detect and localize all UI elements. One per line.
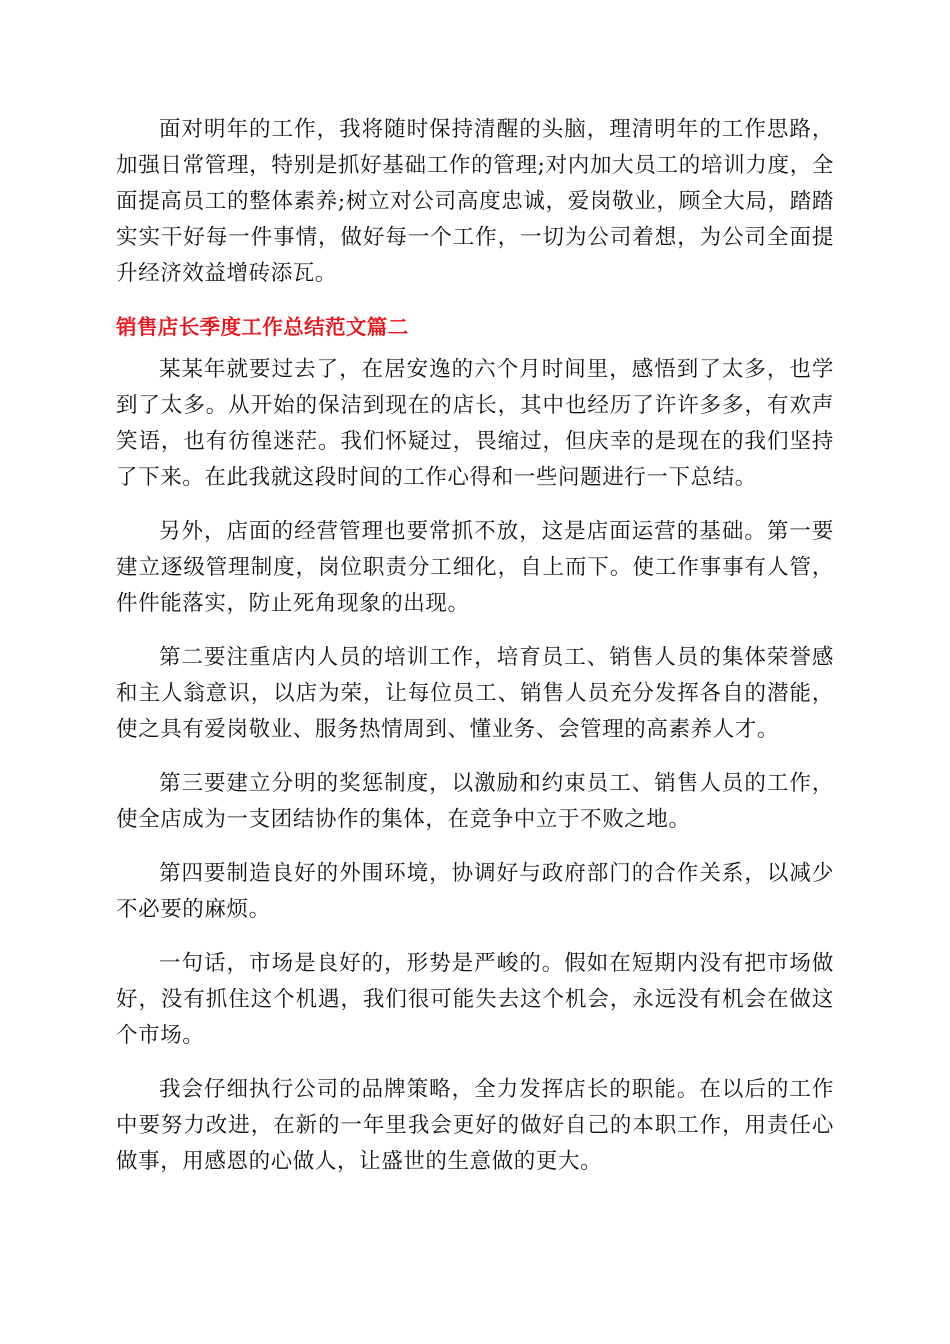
paragraph-management: 另外，店面的经营管理也要常抓不放，这是店面运营的基础。第一要建立逐级管理制度，岗位职责分工细化，自上而下。使工作事事有人管，件件能落实，防止死角现象的出现。 [116, 519, 834, 616]
paragraph-reward-system: 第三要建立分明的奖惩制度，以激励和约束员工、销售人员的工作，使全店成为一支团结协作的集体，在竞争中立于不败之地。 [116, 771, 834, 832]
paragraph-market: 一句话，市场是良好的，形势是严峻的。假如在短期内没有把市场做好，没有抓住这个机遇，我们很可能失去这个机会，永远没有机会在做这个市场。 [116, 951, 834, 1048]
paragraph-next-year-plan: 面对明年的工作，我将随时保持清醒的头脑，理清明年的工作思路，加强日常管理，特别是抓好基础工作的管理;对内加大员工的培训力度，全面提高员工的整体素养;树立对公司高度忠诚，爱岗敬业，顾全大局，踏踏实实干好每一件事情，做好每一个工作，一切为公司着想，为公司全面提升经济效益增砖添瓦。 [116, 117, 834, 286]
paragraph-environment: 第四要制造良好的外围环境，协调好与政府部门的合作关系，以减少不必要的麻烦。 [116, 861, 834, 922]
paragraph-conclusion: 我会仔细执行公司的品牌策略，全力发挥店长的职能。在以后的工作中要努力改进，在新的一年里我会更好的做好自己的本职工作，用责任心做事，用感恩的心做人，让盛世的生意做的更大。 [116, 1077, 834, 1174]
paragraph-intro: 某某年就要过去了，在居安逸的六个月时间里，感悟到了太多，也学到了太多。从开始的保洁到现在的店长，其中也经历了许许多多，有欢声笑语，也有彷徨迷茫。我们怀疑过，畏缩过，但庆幸的是现在的我们坚持了下来。在此我就这段时间的工作心得和一些问题进行一下总结。 [116, 357, 834, 490]
document-body [116, 112, 834, 1198]
paragraph-training: 第二要注重店内人员的培训工作，培育员工、销售人员的集体荣誉感和主人翁意识，以店为荣，让每位员工、销售人员充分发挥各自的潜能，使之具有爱岗敬业、服务热情周到、懂业务、会管理的高素养人才。 [116, 645, 834, 742]
section-heading: 销售店长季度工作总结范文篇二 [116, 315, 409, 339]
